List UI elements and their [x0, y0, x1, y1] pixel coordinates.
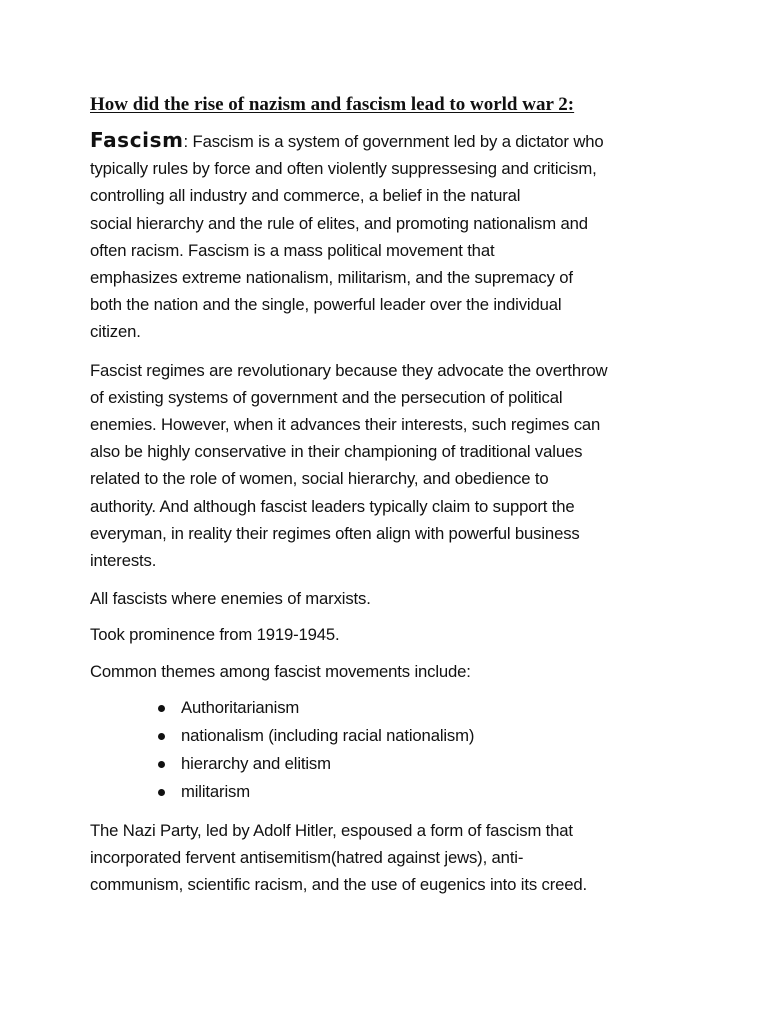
bullet-icon	[158, 705, 165, 712]
paragraph-line: both the nation and the single, powerful leader over the individual	[90, 295, 562, 315]
prominence-sentence: Took prominence from 1919-1945.	[90, 625, 340, 645]
document-title: How did the rise of nazism and fascism lead to world war 2:	[90, 94, 575, 115]
paragraph-line: communism, scientific racism, and the use of eugenics into its creed.	[90, 875, 587, 895]
paragraph-line: everyman, in reality their regimes often align with powerful business	[90, 523, 580, 543]
paragraph-line: controlling all industry and commerce, a belief in the natural	[90, 186, 521, 206]
paragraph-line: typically rules by force and often violently suppressesing and criticism,	[90, 159, 597, 179]
fascism-term: Fascism	[90, 128, 184, 152]
list-item-label: militarism	[181, 781, 250, 801]
paragraph-line: social hierarchy and the rule of elites, and promoting nationalism and	[90, 213, 588, 233]
document-body	[90, 127, 690, 898]
bullet-icon	[158, 789, 165, 796]
list-item	[158, 722, 690, 750]
fascist-regimes-paragraph	[90, 357, 690, 575]
paragraph-line: also be highly conservative in their championing of traditional values	[90, 442, 583, 462]
list-item	[158, 694, 690, 722]
list-item-label: Authoritarianism	[181, 697, 300, 717]
paragraph-line: Fascist regimes are revolutionary because they advocate the overthrow	[90, 360, 608, 380]
paragraph-line: authority. And although fascist leaders typically claim to support the	[90, 496, 575, 516]
paragraph-line: of existing systems of government and the persecution of political	[90, 387, 563, 407]
paragraph-line-rest: : Fascism is a system of government led by a dictator who	[183, 132, 604, 151]
bullet-icon	[158, 761, 165, 768]
paragraph-line: The Nazi Party, led by Adolf Hitler, espoused a form of fascism that	[90, 820, 573, 840]
document-page	[90, 92, 690, 909]
paragraph-line: often racism. Fascism is a mass political movement that	[90, 240, 495, 260]
paragraph-line: interests.	[90, 551, 157, 571]
paragraph-line: enemies. However, when it advances their interests, such regimes can	[90, 415, 601, 435]
list-item	[158, 778, 690, 806]
nazi-party-paragraph	[90, 817, 690, 899]
paragraph-line: emphasizes extreme nationalism, militarism, and the supremacy of	[90, 268, 573, 288]
paragraph-line	[90, 127, 690, 155]
paragraph-line: citizen.	[90, 322, 141, 342]
bullet-icon	[158, 733, 165, 740]
list-item-label: nationalism (including racial nationalism)	[181, 725, 475, 745]
fascism-definition-paragraph	[90, 127, 690, 346]
list-item	[158, 750, 690, 778]
themes-intro: Common themes among fascist movements include:	[90, 661, 471, 681]
paragraph-line: related to the role of women, social hierarchy, and obedience to	[90, 469, 549, 489]
list-item-label: hierarchy and elitism	[181, 753, 331, 773]
marxists-sentence: All fascists where enemies of marxists.	[90, 589, 371, 609]
themes-list	[90, 694, 690, 806]
paragraph-line: incorporated fervent antisemitism(hatred against jews), anti-	[90, 848, 524, 868]
